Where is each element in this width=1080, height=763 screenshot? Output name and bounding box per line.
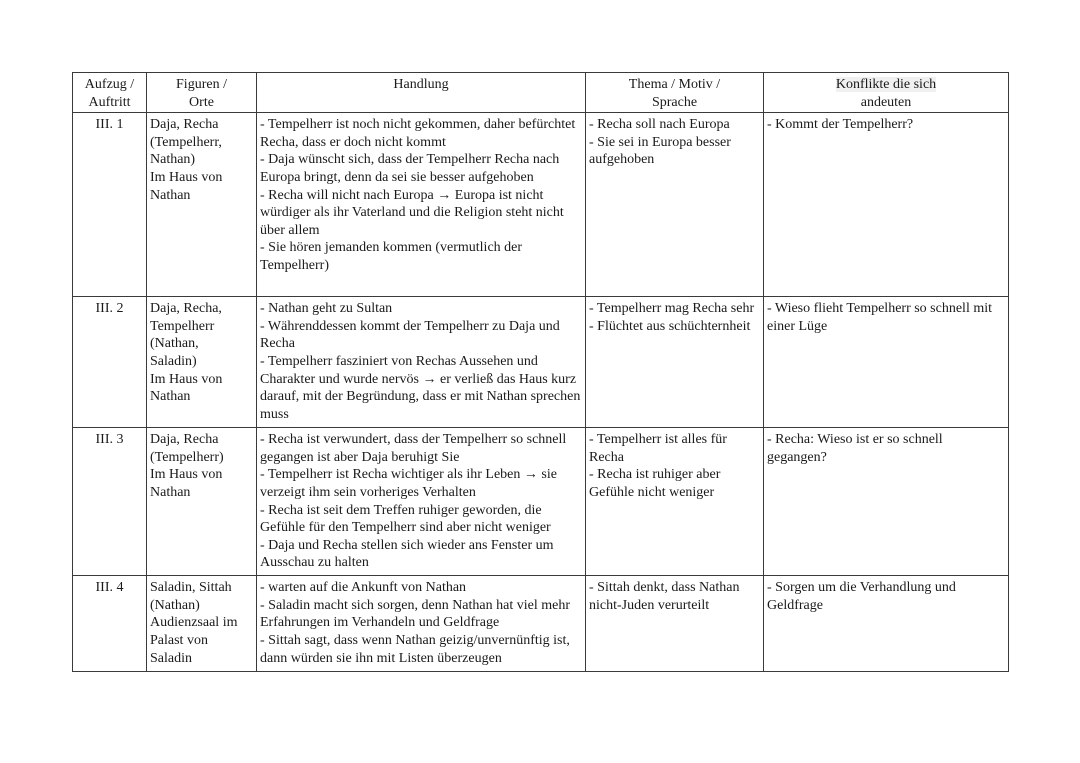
header-line: Thema / Motiv /	[628, 77, 721, 92]
cell-line: - Kommt der Tempelherr?	[767, 117, 914, 133]
header-handlung	[257, 73, 586, 113]
cell-line: - Recha will nicht nach Europa → Europa ist nicht würdiger als ihr Vaterland und die Religion steht nicht über allem	[260, 187, 564, 238]
cell-line: - Saladin macht sich sorgen, denn Nathan hat viel mehr Erfahrungen im Verhandeln und Geldfrage	[260, 597, 570, 631]
header-thema	[586, 73, 764, 113]
cell-handlung	[257, 113, 586, 297]
cell-line: - Sittah denkt, dass Nathan nicht-Juden verurteilt	[589, 580, 740, 613]
table-row	[73, 297, 1009, 428]
cell-line: Nathan	[150, 484, 191, 500]
cell-line: Im Haus von	[150, 371, 223, 387]
cell-line: Saladin, Sittah	[150, 580, 232, 596]
header-line: Aufzug /	[84, 77, 135, 92]
cell-thema	[586, 428, 764, 576]
cell-line: - Recha ist verwundert, dass der Tempelherr so schnell gegangen ist aber Daja beruhigt Sie	[260, 432, 567, 465]
cell-line: - Tempelherr ist alles für Recha	[589, 432, 727, 465]
cell-figuren	[147, 576, 257, 672]
header-line: Figuren /	[176, 77, 227, 92]
cell-line: Nathan)	[150, 152, 196, 168]
cell-line: - Recha soll nach Europa	[589, 117, 730, 133]
cell-handlung	[257, 297, 586, 428]
cell-line: - Tempelherr ist noch nicht gekommen, daher befürchtet Recha, dass er doch nicht kommt	[260, 117, 576, 150]
cell-thema	[586, 113, 764, 297]
cell-handlung	[257, 428, 586, 576]
cell-line: Im Haus von	[150, 169, 223, 185]
header-aufzug	[73, 73, 147, 113]
cell-line: - Tempelherr mag Recha sehr	[589, 301, 755, 317]
cell-handlung	[257, 576, 586, 672]
table-row	[73, 113, 1009, 297]
cell-line: (Nathan)	[150, 597, 200, 613]
header-konflikte	[764, 73, 1009, 113]
cell-aufzug: III. 2	[73, 297, 147, 428]
cell-line: - Sorgen um die Verhandlung und Geldfrage	[767, 580, 956, 613]
cell-line: Im Haus von	[150, 467, 223, 483]
cell-line: - Daja und Recha stellen sich wieder ans Fenster um Ausschau zu halten	[260, 537, 554, 571]
cell-line: - Nathan geht zu Sultan	[260, 301, 393, 317]
cell-line: - Daja wünscht sich, dass der Tempelherr Recha nach Europa bringt, denn da sei sie besser aufgehoben	[260, 152, 560, 185]
cell-line: Daja, Recha,	[150, 301, 222, 317]
header-line: Konflikte die sich	[835, 77, 937, 92]
header-row	[73, 73, 1009, 113]
cell-line: Nathan	[150, 389, 191, 405]
cell-line: - warten auf die Ankunft von Nathan	[260, 580, 467, 596]
cell-figuren	[147, 297, 257, 428]
cell-line: Daja, Recha	[150, 117, 219, 133]
cell-line: Nathan	[150, 187, 191, 203]
cell-line: - Recha: Wieso ist er so schnell gegangen?	[767, 432, 943, 465]
cell-konflikte	[764, 297, 1009, 428]
cell-line: Daja, Recha	[150, 432, 219, 448]
cell-line: - Tempelherr ist Recha wichtiger als ihr Leben → sie verzeigt ihm sein vorheriges Verhalten	[260, 467, 557, 500]
cell-konflikte	[764, 428, 1009, 576]
cell-line: - Sie hören jemanden kommen (vermutlich der Tempelherr)	[260, 240, 523, 273]
cell-line: - Währenddessen kommt der Tempelherr zu Daja und Recha	[260, 318, 560, 352]
header-line: Handlung	[393, 77, 449, 92]
cell-line: Audienzsaal im	[150, 615, 238, 631]
cell-aufzug: III. 1	[73, 113, 147, 297]
cell-line: - Recha ist seit dem Treffen ruhiger geworden, die Gefühle für den Tempelherr sind aber nicht weniger	[260, 502, 551, 536]
cell-line: (Tempelherr,	[150, 134, 222, 150]
cell-line: Palast von	[150, 632, 208, 648]
cell-line: Tempelherr	[150, 318, 215, 334]
cell-konflikte	[764, 576, 1009, 672]
cell-line: - Sittah sagt, dass wenn Nathan geizig/unvernünftig ist, dann würden sie ihn mit Listen überzeugen	[260, 632, 570, 666]
cell-line: - Flüchtet aus schüchternheit	[589, 318, 751, 334]
cell-aufzug: III. 3	[73, 428, 147, 576]
cell-thema	[586, 297, 764, 428]
header-line: Sprache	[651, 94, 698, 110]
cell-aufzug: III. 4	[73, 576, 147, 672]
scene-summary-table	[72, 72, 1009, 672]
table-row	[73, 576, 1009, 672]
cell-line: - Recha ist ruhiger aber Gefühle nicht weniger	[589, 467, 721, 500]
header-line: andeuten	[860, 94, 912, 110]
cell-line: - Wieso flieht Tempelherr so schnell mit einer Lüge	[767, 301, 992, 334]
header-figuren	[147, 73, 257, 113]
cell-line: Saladin)	[150, 353, 197, 369]
table-row	[73, 428, 1009, 576]
cell-thema	[586, 576, 764, 672]
cell-line: - Sie sei in Europa besser aufgehoben	[589, 134, 731, 168]
cell-line: - Tempelherr fasziniert von Rechas Aussehen und Charakter und wurde nervös → er verließ das Haus kurz darauf, mit der Begründung, dass er mit Nathan sprechen muss	[260, 353, 581, 422]
header-line: Auftritt	[88, 94, 131, 110]
cell-konflikte	[764, 113, 1009, 297]
cell-line: Saladin	[150, 650, 192, 666]
cell-line: (Tempelherr)	[150, 449, 224, 465]
cell-line: (Nathan,	[150, 336, 199, 352]
cell-figuren	[147, 428, 257, 576]
cell-figuren	[147, 113, 257, 297]
header-line: Orte	[189, 94, 214, 110]
